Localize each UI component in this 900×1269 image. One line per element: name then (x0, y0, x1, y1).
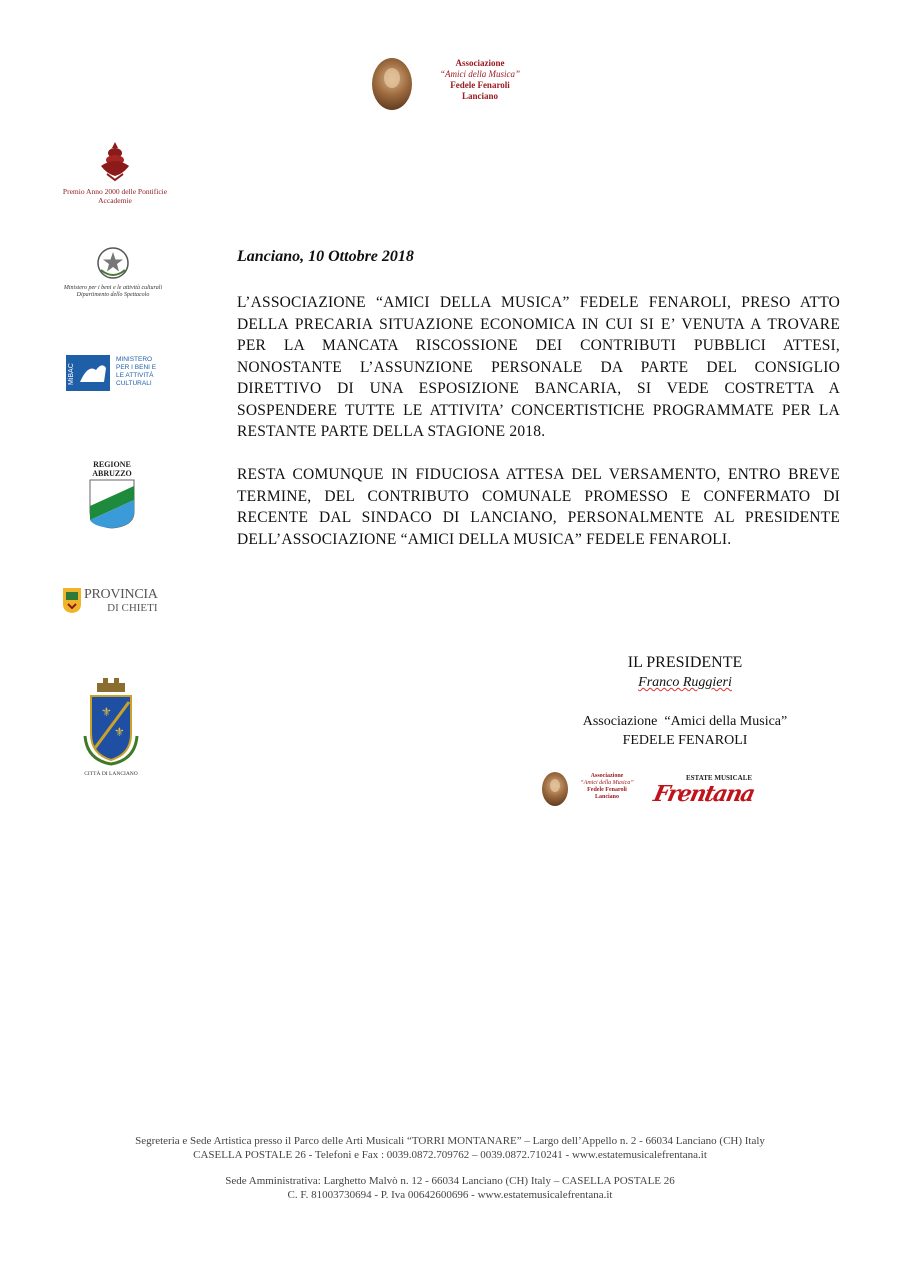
provincia-chieti-logo (62, 586, 162, 616)
frentana-brand-text: Frentana (651, 781, 757, 807)
ministero-spettacolo-caption: Ministero per i beni e le attività culturali Dipartimento dello Spettacolo (63, 285, 163, 298)
regione-abruzzo-logo (84, 460, 140, 535)
mibac-line-3: LE ATTIVITÀ (116, 372, 154, 379)
header-logo (372, 56, 542, 112)
fenaroli-portrait-icon (372, 58, 412, 110)
bottom-fenaroli-logo (542, 772, 642, 806)
regione-shield-icon (88, 478, 136, 530)
header-line-4: Lanciano (461, 91, 498, 101)
footer-line-1: Segreteria e Sede Artistica presso il Parco delle Arti Musicali “TORRI MONTANARE” – Largo dell’Appello n. 2 - 66034 Lanciano (CH) Italy (135, 1135, 765, 1147)
mibac-line-4: CULTURALI (116, 380, 152, 387)
signature-association-name: FEDELE FENAROLI (622, 733, 748, 748)
letter-paragraph-2: RESTA COMUNQUE IN FIDUCIOSA ATTESA DEL VERSAMENTO, ENTRO BREVE TERMINE, DEL CONTRIBUTO COMUNALE PROMESSO E CONFERMATO DI RECENTE DAL SINDACO DI LANCIANO, PERSONALMENTE AL PRESIDENTE DELL’ASSOCIAZIONE “AMICI DELLA MUSICA” FEDELE FENAROLI. (237, 466, 840, 548)
pontificie-caption: Premio Anno 2000 delle Pontificie Accademie (62, 187, 168, 205)
letter-paragraph-1: L’ASSOCIAZIONE “AMICI DELLA MUSICA” FEDELE FENAROLI, PRESO ATTO DELLA PRECARIA SITUAZIONE ECONOMICA IN CUI SI E’ VENUTA A TROVARE PER LA MANCATA RISCOSSIONE DEI CONTRIBUTI PUBBLICI ATTESI, NONOSTANTE L’ASSUNZIONE PERSONALE DA PARTE DEL CONSIGLIO DIRETTIVO DI UNA ESPOSIZIONE BANCARIA, SI VEDE COSTRETTA A SOSPENDERE TUTTE LE ATTIVITA’ CONCERTISTICHE PROGRAMMATE PER LA RESTANTE PARTE DELLA STAGIONE 2018. (237, 294, 840, 440)
letter-date: Lanciano, 10 Ottobre 2018 (237, 248, 414, 265)
signature-name-wrap (560, 675, 810, 691)
provincia-line-2: DI CHIETI (107, 602, 158, 614)
svg-text:⚜: ⚜ (101, 705, 112, 719)
mibac-abbr: MiBAC (68, 363, 75, 385)
header-line-3: Fedele Fenaroli (450, 80, 510, 90)
regione-line-2: ABRUZZO (92, 469, 132, 478)
svg-text:⚜: ⚜ (114, 725, 125, 739)
provincia-shield-icon (62, 586, 82, 614)
footer-line-3: Sede Amministrativa: Larghetto Malvò n. 12 - 66034 Lanciano (CH) Italy – CASELLA POSTALE 26 (225, 1175, 675, 1187)
pontificie-logo (60, 140, 170, 205)
regione-line-1: REGIONE (93, 460, 131, 469)
bottom-fenaroli-line-1: Associazione (590, 773, 624, 779)
bottom-fenaroli-line-4: Lanciano (594, 794, 619, 800)
citta-lanciano-logo (76, 676, 146, 778)
footer-artistic-office (40, 1134, 860, 1162)
bottom-fenaroli-line-2: “Amici della Musica” (580, 780, 634, 786)
footer-line-2: CASELLA POSTALE 26 - Telefoni e Fax : 0039.0872.709762 – 0039.0872.710241 - www.estatemusicalefrentana.it (193, 1149, 707, 1161)
provincia-line-1: PROVINCIA (84, 587, 158, 602)
header-logo-text (418, 58, 542, 102)
bottom-fenaroli-line-3: Fedele Fenaroli (587, 787, 627, 793)
signature-name: Franco Ruggieri (638, 675, 732, 690)
lanciano-caption: CITTÀ DI LANCIANO (84, 771, 138, 777)
estate-musicale-label: ESTATE MUSICALE (686, 774, 753, 782)
header-line-2: “Amici della Musica” (440, 69, 520, 79)
provincia-text (84, 588, 158, 614)
header-line-1: Associazione (455, 58, 505, 68)
footer-admin-office (40, 1174, 860, 1202)
lanciano-coat-of-arms-icon (81, 676, 141, 766)
bottom-fenaroli-portrait-icon (542, 772, 568, 806)
italian-emblem-icon (96, 246, 130, 280)
mibac-line-1: MINISTERO (116, 356, 153, 363)
mibac-text (116, 356, 156, 388)
papal-emblem-icon (93, 140, 137, 182)
estate-musicale-frentana-logo (652, 774, 788, 808)
bottom-fenaroli-text (572, 773, 642, 801)
signature-title: IL PRESIDENTE (627, 654, 743, 671)
mibac-line-2: PER I BENI E (116, 364, 157, 371)
signature-association: Associazione “Amici della Musica” (582, 714, 788, 729)
ministero-spettacolo-logo (56, 246, 170, 299)
mibac-mark-icon (66, 355, 110, 391)
footer-line-4: C. F. 81003730694 - P. Iva 00642600696 - www.estatemusicalefrentana.it (287, 1189, 613, 1201)
mibac-logo (66, 355, 170, 391)
